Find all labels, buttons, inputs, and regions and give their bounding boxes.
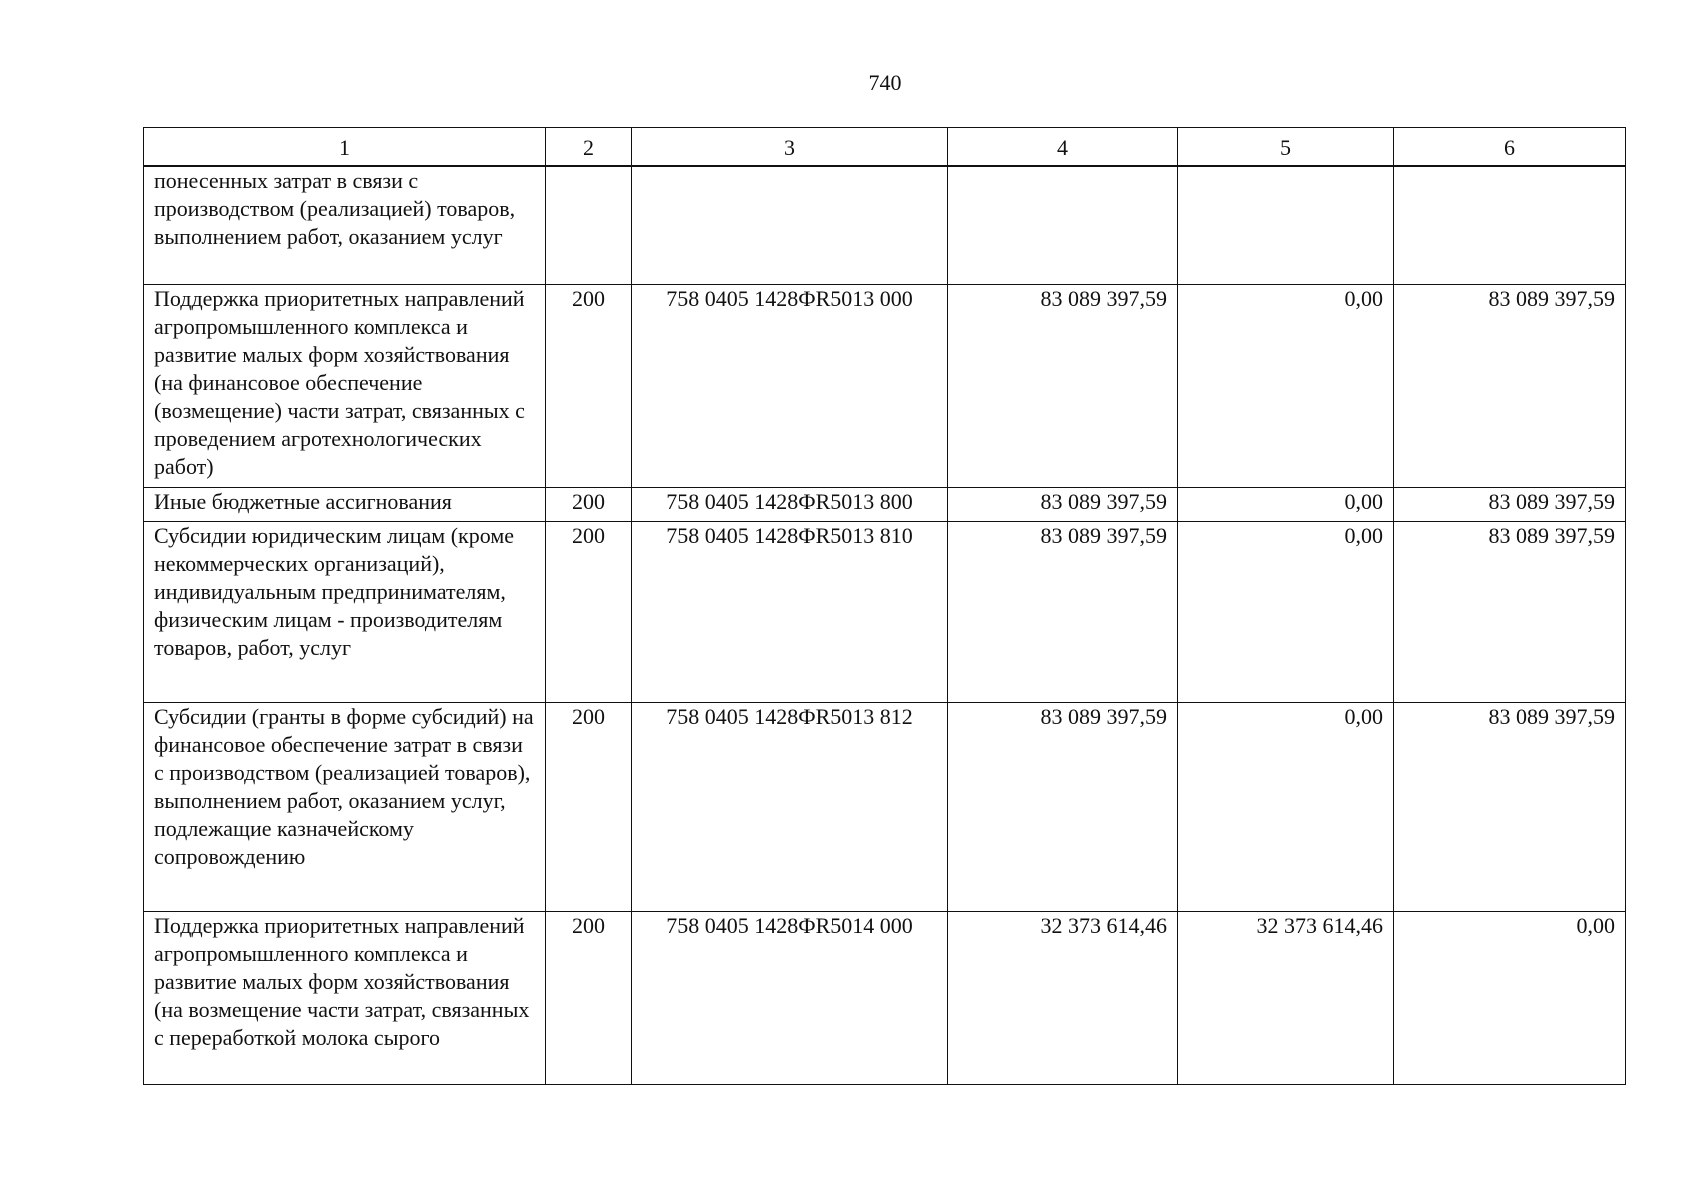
- row-value-6-cell: 83 089 397,59: [1394, 521, 1626, 702]
- row-name-cell: Поддержка приоритетных направлений агропромышленного комплекса и развитие малых форм хозяйствования (на финансовое обеспечение (возмещение) части затрат, связанных с проведением агротехнологических работ): [144, 284, 546, 487]
- budget-table: [143, 127, 1626, 1085]
- header-cell-6: 6: [1394, 128, 1626, 167]
- row-value-4-cell: 83 089 397,59: [948, 487, 1178, 521]
- row-admin-cell: [546, 166, 632, 284]
- row-value-5-cell: 0,00: [1178, 521, 1394, 702]
- table-row: [144, 521, 1626, 702]
- header-cell-4: 4: [948, 128, 1178, 167]
- row-code-cell: 758 0405 1428ФR5013 810: [632, 521, 948, 702]
- row-value-5-cell: 0,00: [1178, 284, 1394, 487]
- row-value-5-cell: 0,00: [1178, 702, 1394, 911]
- table-row: [144, 284, 1626, 487]
- header-cell-3: 3: [632, 128, 948, 167]
- row-code-cell: 758 0405 1428ФR5013 000: [632, 284, 948, 487]
- page-number: 740: [868, 70, 902, 95]
- row-name-cell: Поддержка приоритетных направлений агропромышленного комплекса и развитие малых форм хозяйствования (на возмещение части затрат, связанных с переработкой молока сырого: [144, 911, 546, 1084]
- row-value-6-cell: 83 089 397,59: [1394, 284, 1626, 487]
- row-value-6-cell: [1394, 166, 1626, 284]
- header-cell-1: 1: [144, 128, 546, 167]
- header-cell-2: 2: [546, 128, 632, 167]
- row-code-cell: [632, 166, 948, 284]
- row-admin-cell: 200: [546, 521, 632, 702]
- row-code-cell: 758 0405 1428ФR5013 812: [632, 702, 948, 911]
- row-name-cell: Иные бюджетные ассигнования: [144, 487, 546, 521]
- row-admin-cell: 200: [546, 487, 632, 521]
- row-value-6-cell: 83 089 397,59: [1394, 487, 1626, 521]
- header-row: [144, 128, 1626, 167]
- row-value-4-cell: 32 373 614,46: [948, 911, 1178, 1084]
- row-admin-cell: 200: [546, 911, 632, 1084]
- row-code-cell: 758 0405 1428ФR5013 800: [632, 487, 948, 521]
- row-value-4-cell: 83 089 397,59: [948, 702, 1178, 911]
- row-value-4-cell: 83 089 397,59: [948, 521, 1178, 702]
- header-cell-5: 5: [1178, 128, 1394, 167]
- table-row: [144, 911, 1626, 1084]
- row-admin-cell: 200: [546, 284, 632, 487]
- row-value-4-cell: [948, 166, 1178, 284]
- row-code-cell: 758 0405 1428ФR5014 000: [632, 911, 948, 1084]
- row-admin-cell: 200: [546, 702, 632, 911]
- table-row: [144, 702, 1626, 911]
- row-value-5-cell: 0,00: [1178, 487, 1394, 521]
- row-value-4-cell: 83 089 397,59: [948, 284, 1178, 487]
- row-value-6-cell: 83 089 397,59: [1394, 702, 1626, 911]
- row-value-5-cell: 32 373 614,46: [1178, 911, 1394, 1084]
- row-value-6-cell: 0,00: [1394, 911, 1626, 1084]
- table-row: [144, 487, 1626, 521]
- row-name-cell: Субсидии юридическим лицам (кроме некоммерческих организаций), индивидуальным предпринимателям, физическим лицам - производителям товаров, работ, услуг: [144, 521, 546, 702]
- row-name-cell: понесенных затрат в связи с производством (реализацией) товаров, выполнением работ, оказанием услуг: [144, 166, 546, 284]
- table-row: [144, 166, 1626, 284]
- row-value-5-cell: [1178, 166, 1394, 284]
- row-name-cell: Субсидии (гранты в форме субсидий) на финансовое обеспечение затрат в связи с производством (реализацией товаров), выполнением работ, оказанием услуг, подлежащие казначейскому сопровождению: [144, 702, 546, 911]
